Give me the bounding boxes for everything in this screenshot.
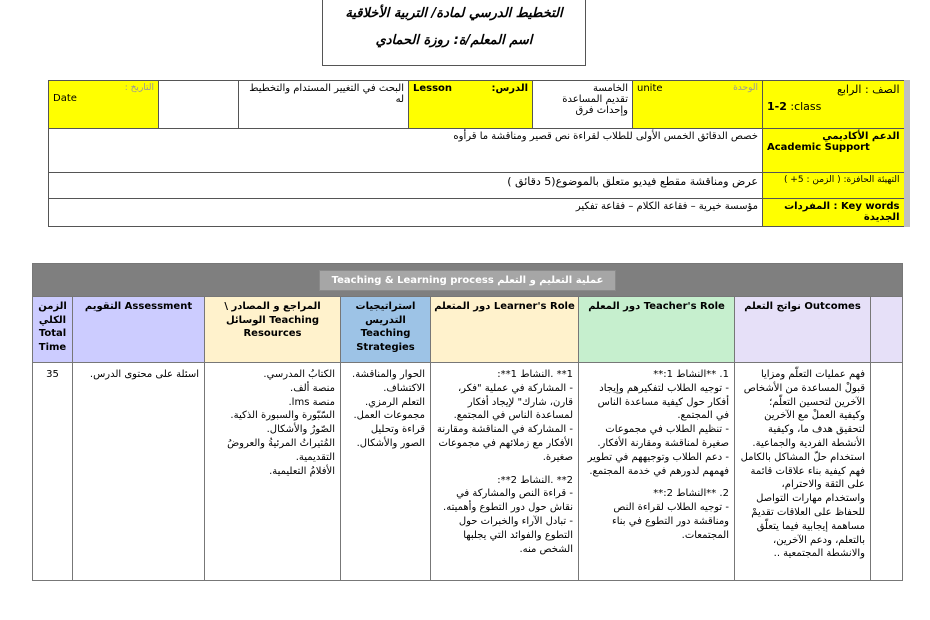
keywords-label-cell [763, 199, 907, 227]
teacher-name: اسم المعلم/ة: روزة الحمادي [375, 33, 533, 48]
resource-item: الصّورُ والأشكال. [266, 424, 335, 436]
strategy-item: التعلم الرمزي. [364, 396, 425, 408]
unit-value-2: تقديم المساعدة [562, 94, 628, 105]
header-learner: دور المتعلم Learner's Role [431, 297, 579, 363]
resources-cell [205, 363, 341, 581]
strategy-item: قراءة وتحليل الصور والأشكال. [356, 424, 425, 449]
unit-value-1: الخامسة [593, 83, 628, 94]
support-label-en: Academic Support [767, 142, 870, 153]
unit-value-3: وإحداث فرق [575, 105, 628, 116]
outcomes-spacer [871, 363, 903, 581]
assessment-value: اسئلة على محتوى الدرس. [73, 363, 205, 581]
process-banner: Teaching & Learning process عملية التعليم و التعلم [319, 270, 617, 291]
header-spacer [871, 297, 903, 363]
learner-item: - المشاركة في عملية "فكر، قارن، شارك" لإيجاد أفكار لمساعدة الناس في المجتمع. [453, 382, 573, 422]
strategy-item: الحوار والمناقشة. [352, 369, 425, 380]
title-box [322, 0, 586, 66]
resource-item: السّبّورة والسبورة الذكية. [230, 410, 335, 422]
time-value: 35 [33, 363, 73, 581]
keywords-text-cell [49, 199, 763, 227]
outcomes-value: فهم عمليات التعلّم ومزايا قبولْ المساعدة من الأشخاص الآخرين لتحسين التعلّم؛ وكيفية العملْ مع الآخرين لتحقيق هدف ما، وكيفية الأنشطة الفردية والجماعية. استخدام حلّ المشاكل بالكامل فهم كيفية بناء علاقات قائمة على الثقة والاحترام، واستخدام مهارات التواصل للحفاظ على العلاقات تقديمْ مساهمة إيجابية فيما يتعلّق بالتعلم، ودعم الآخرين، والانشطة المجتمعية .. [735, 363, 871, 581]
lesson-info-table [48, 80, 910, 227]
learner-item: 2** .النشاط 2**: [497, 474, 573, 486]
teacher-cell [579, 363, 735, 581]
learner-item: - المشاركة في المناقشة ومقارنة الأفكار مع زملائهم في مجموعات صغيرة. [437, 424, 573, 463]
teacher-item: 2. **النشاط 2:** [653, 488, 729, 500]
keywords-text: مؤسسة خيرية – فقاعة الكلام – فقاعة تفكير [575, 201, 758, 212]
learner-cell [431, 363, 579, 581]
warmup-text: عرض ومناقشة مقطع فيديو متعلق بالموضوع(5 دقائق ) [507, 175, 758, 188]
resource-item: الكتابُ المدرسي. [263, 369, 335, 380]
header-assessment: التقويم Assessment [73, 297, 205, 363]
lesson-label-cell [409, 81, 533, 129]
unit-label-en: unite [637, 83, 663, 94]
support-label-cell [763, 129, 907, 173]
teacher-item: - دعم الطلاب وتوجيههم في تطوير فهمهم لدورهم في خدمة المجتمع. [587, 451, 729, 477]
strategy-item: مجموعات العمل. [353, 410, 425, 422]
teacher-item: 1. **النشاط 1:** [653, 369, 729, 380]
resource-item: الأفلامُ التعليمية. [269, 465, 335, 477]
strategies-cell [341, 363, 431, 581]
warmup-text-cell [49, 173, 763, 199]
support-text-cell [49, 129, 763, 173]
class-value: 1-2 [767, 100, 787, 113]
warmup-label: التهيئة الحافزة: ( الزمن : 5+ ) [783, 175, 900, 185]
unit-label-ar: الوحدة [733, 83, 758, 93]
date-label-en: Date [53, 93, 77, 104]
date-label-ar: التاريخ : [124, 83, 154, 93]
support-text: خصص الدقائق الخمس الأولى للطلاب لقراءة نص قصير ومناقشة ما قرأوه [453, 131, 758, 142]
resource-item: المُثيراتُ المرئيةُ والعروضُ التقديمية. [227, 437, 335, 463]
resource-item: منصة ألف. [290, 382, 335, 394]
lesson-value-cell [239, 81, 409, 129]
learner-item: - تبادل الآراء والخبرات حول التطوع والفوائد التي يجلبها الشخص منه. [458, 515, 573, 555]
process-table [32, 263, 903, 581]
header-teacher: دور المعلم Teacher's Role [579, 297, 735, 363]
warmup-label-cell [763, 173, 907, 199]
date-cell [49, 81, 159, 129]
learner-item: 1** .النشاط 1**: [497, 369, 573, 380]
date-value [159, 81, 239, 129]
plan-title: التخطيط الدرسي لمادة/ التربية الأخلاقية [345, 6, 563, 21]
grade-cell [763, 81, 907, 129]
teacher-item: - توجيه الطلاب لقراءة النص ومناقشة دور التطوع في بناء المجتمعات. [612, 502, 729, 541]
grade-label: الصف : الرابع [837, 83, 900, 96]
process-banner-cell [33, 264, 903, 297]
keywords-label: Key words : المفردات الجديدة [784, 201, 900, 223]
header-time: الزمن الكلي Total Time [33, 297, 73, 363]
header-strategies: استراتيجيات التدريس Teaching Strategies [341, 297, 431, 363]
class-label: :class [790, 100, 822, 113]
unit-label-cell [633, 81, 763, 129]
resource-item: منصة lms. [288, 396, 335, 408]
lesson-label-en: Lesson [413, 83, 453, 94]
lesson-label-ar: الدرس: [491, 83, 528, 94]
learner-item: - قراءة النص والمشاركة في نقاش حول دور التطوع وأهميته. [443, 488, 573, 514]
header-resources: المراجع و المصادر \ الوسائل Teaching Resources [205, 297, 341, 363]
teacher-item: - توجيه الطلاب لتفكيرهم وإيجاد أفكار حول كيفية مساعدة الناس في المجتمع. [597, 382, 729, 422]
header-outcomes: نواتج التعلم Outcomes [735, 297, 871, 363]
support-label-ar: الدعم الأكاديمي [822, 131, 900, 142]
strategy-item: الاكتشاف. [383, 382, 425, 394]
unit-value-cell [533, 81, 633, 129]
lesson-value: البحث في التغيير المستدام والتخطيط له [249, 83, 404, 105]
teacher-item: - تنظيم الطلاب في مجموعات صغيرة لمناقشة ومقارنة الأفكار. [597, 424, 729, 449]
